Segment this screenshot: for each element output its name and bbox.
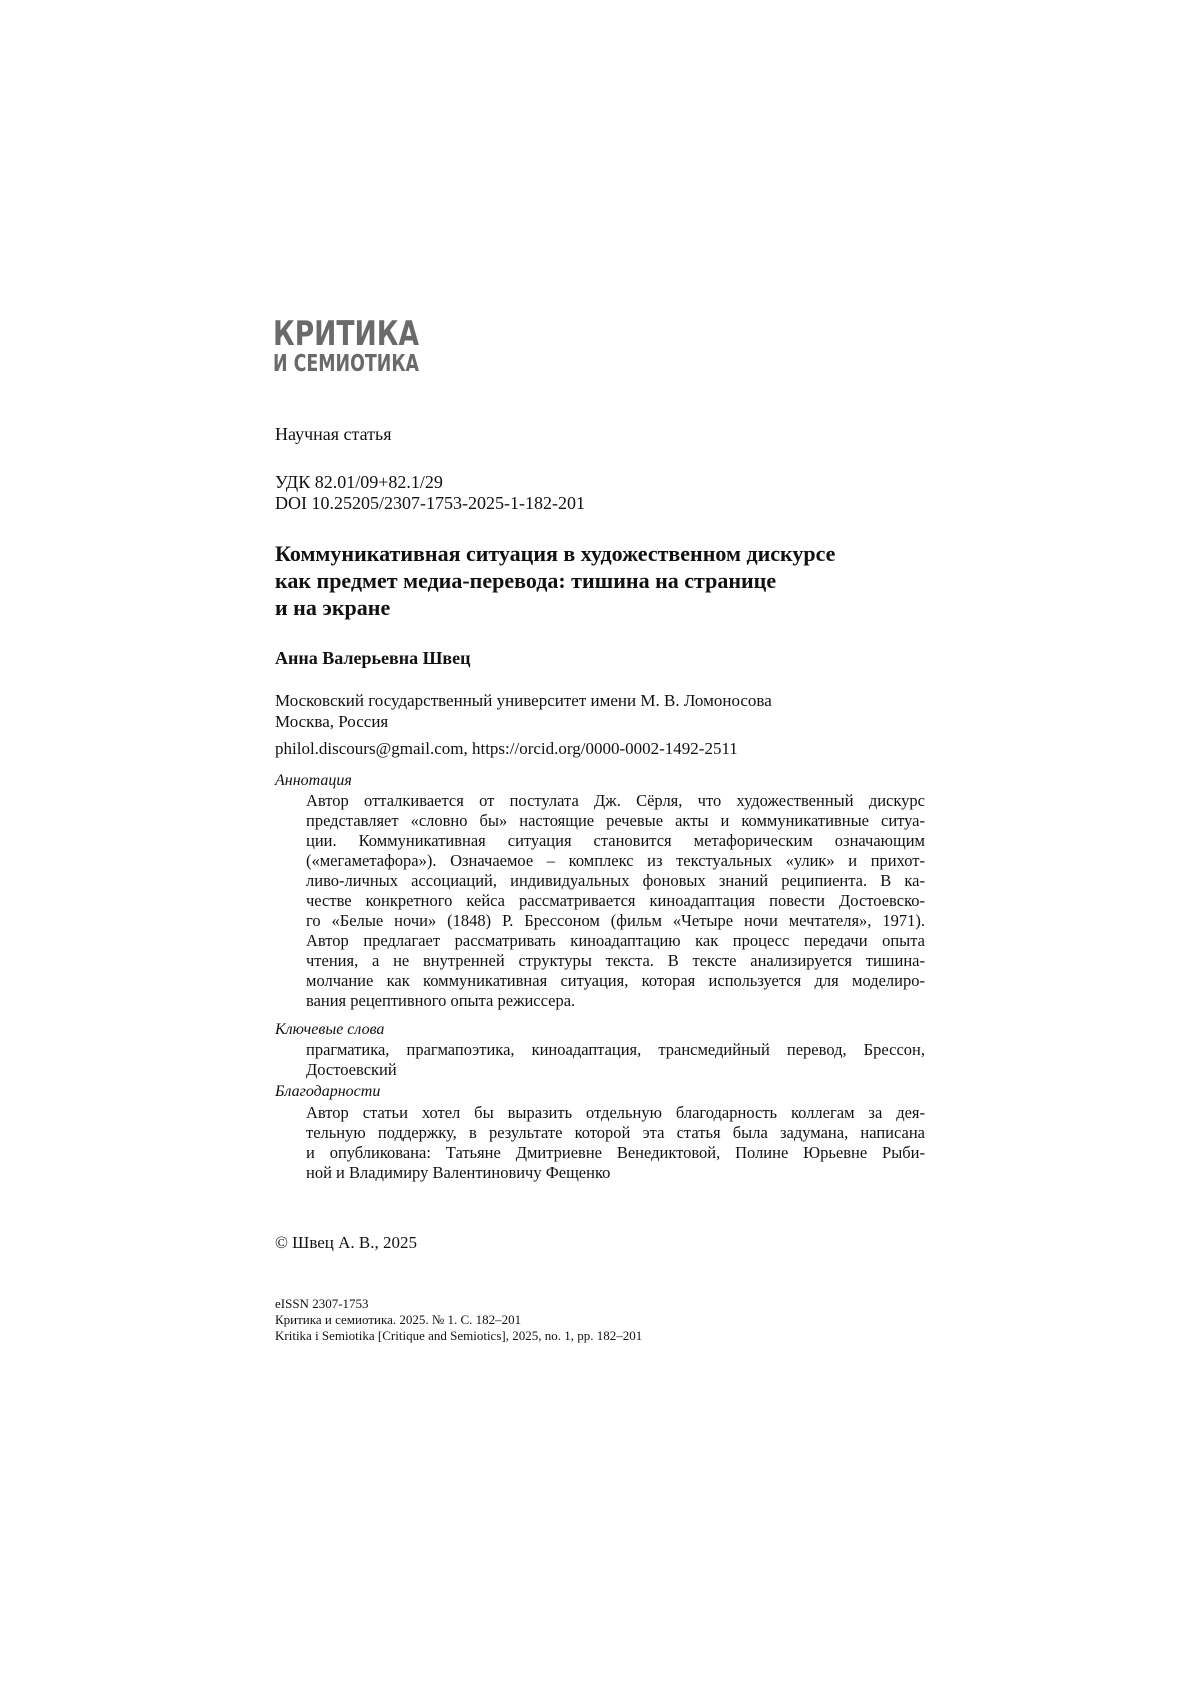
abstract-text xyxy=(306,791,925,1011)
article-title-line: как предмет медиа-перевода: тишина на странице xyxy=(275,567,935,594)
abstract-line: представляет «словно бы» настоящие речевые акты и коммуникативные ситуа- xyxy=(306,811,925,831)
acknowledgements-text xyxy=(306,1103,925,1183)
abstract-line: Автор отталкивается от постулата Дж. Сёрля, что художественный дискурс xyxy=(306,791,925,811)
keywords-text xyxy=(306,1040,925,1080)
footer-eissn: eISSN 2307-1753 xyxy=(275,1296,642,1312)
abstract-line: ливо-личных ассоциаций, индивидуальных фоновых знаний реципиента. В ка- xyxy=(306,871,925,891)
keywords-line: Достоевский xyxy=(306,1060,925,1080)
keywords-label: Ключевые слова xyxy=(275,1021,384,1039)
logo-line-1: КРИТИКА xyxy=(273,314,420,354)
article-title-line: Коммуникативная ситуация в художественном дискурсе xyxy=(275,540,935,567)
footer-citation-ru: Критика и семиотика. 2025. № 1. С. 182–201 xyxy=(275,1312,642,1328)
logo-line-2: И СЕМИОТИКА xyxy=(273,351,419,377)
udk-code: УДК 82.01/09+82.1/29 xyxy=(275,472,443,493)
journal-logo xyxy=(273,313,433,373)
abstract-line: молчание как коммуникативная ситуация, которая используется для моделиро- xyxy=(306,971,925,991)
keywords-line: прагматика, прагмапоэтика, киноадаптация, трансмедийный перевод, Брессон, xyxy=(306,1040,925,1060)
author-affiliation xyxy=(275,690,772,732)
article-type: Научная статья xyxy=(275,424,391,445)
article-title xyxy=(275,540,935,621)
copyright-notice: © Швец А. В., 2025 xyxy=(275,1233,417,1253)
author-contacts[interactable]: philol.discours@gmail.com, https://orcid.org/0000-0002-1492-2511 xyxy=(275,739,738,759)
affiliation-university: Московский государственный университет имени М. В. Ломоносова xyxy=(275,690,772,711)
article-first-page xyxy=(0,0,1200,1697)
article-title-line: и на экране xyxy=(275,594,935,621)
abstract-line: го «Белые ночи» (1848) Р. Брессоном (фильм «Четыре ночи мечтателя», 1971). xyxy=(306,911,925,931)
doi[interactable]: DOI 10.25205/2307-1753-2025-1-182-201 xyxy=(275,493,585,514)
abstract-line: ции. Коммуникативная ситуация становится метафорическим означающим xyxy=(306,831,925,851)
affiliation-city: Москва, Россия xyxy=(275,711,772,732)
acknowledgements-label: Благодарности xyxy=(275,1083,380,1101)
acknowledgements-line: ной и Владимиру Валентиновичу Фещенко xyxy=(306,1163,925,1183)
abstract-line: чтения, а не внутренней структуры текста. В тексте анализируется тишина- xyxy=(306,951,925,971)
abstract-line: Автор предлагает рассматривать киноадаптацию как процесс передачи опыта xyxy=(306,931,925,951)
author-name: Анна Валерьевна Швец xyxy=(275,648,470,669)
abstract-line: честве конкретного кейса рассматривается киноадаптация повести Достоевско- xyxy=(306,891,925,911)
acknowledgements-line: Автор статьи хотел бы выразить отдельную благодарность коллегам за дея- xyxy=(306,1103,925,1123)
abstract-line: («мегаметафора»). Означаемое – комплекс из текстуальных «улик» и прихот- xyxy=(306,851,925,871)
journal-logo-graphic xyxy=(273,313,433,373)
abstract-label: Аннотация xyxy=(275,772,352,790)
publication-footer xyxy=(275,1296,642,1344)
abstract-line: вания рецептивного опыта режиссера. xyxy=(306,991,925,1011)
footer-citation-en: Kritika i Semiotika [Critique and Semiotics], 2025, no. 1, pp. 182–201 xyxy=(275,1328,642,1344)
acknowledgements-line: и опубликована: Татьяне Дмитриевне Венедиктовой, Полине Юрьевне Рыби- xyxy=(306,1143,925,1163)
acknowledgements-line: тельную поддержку, в результате которой эта статья была задумана, написана xyxy=(306,1123,925,1143)
